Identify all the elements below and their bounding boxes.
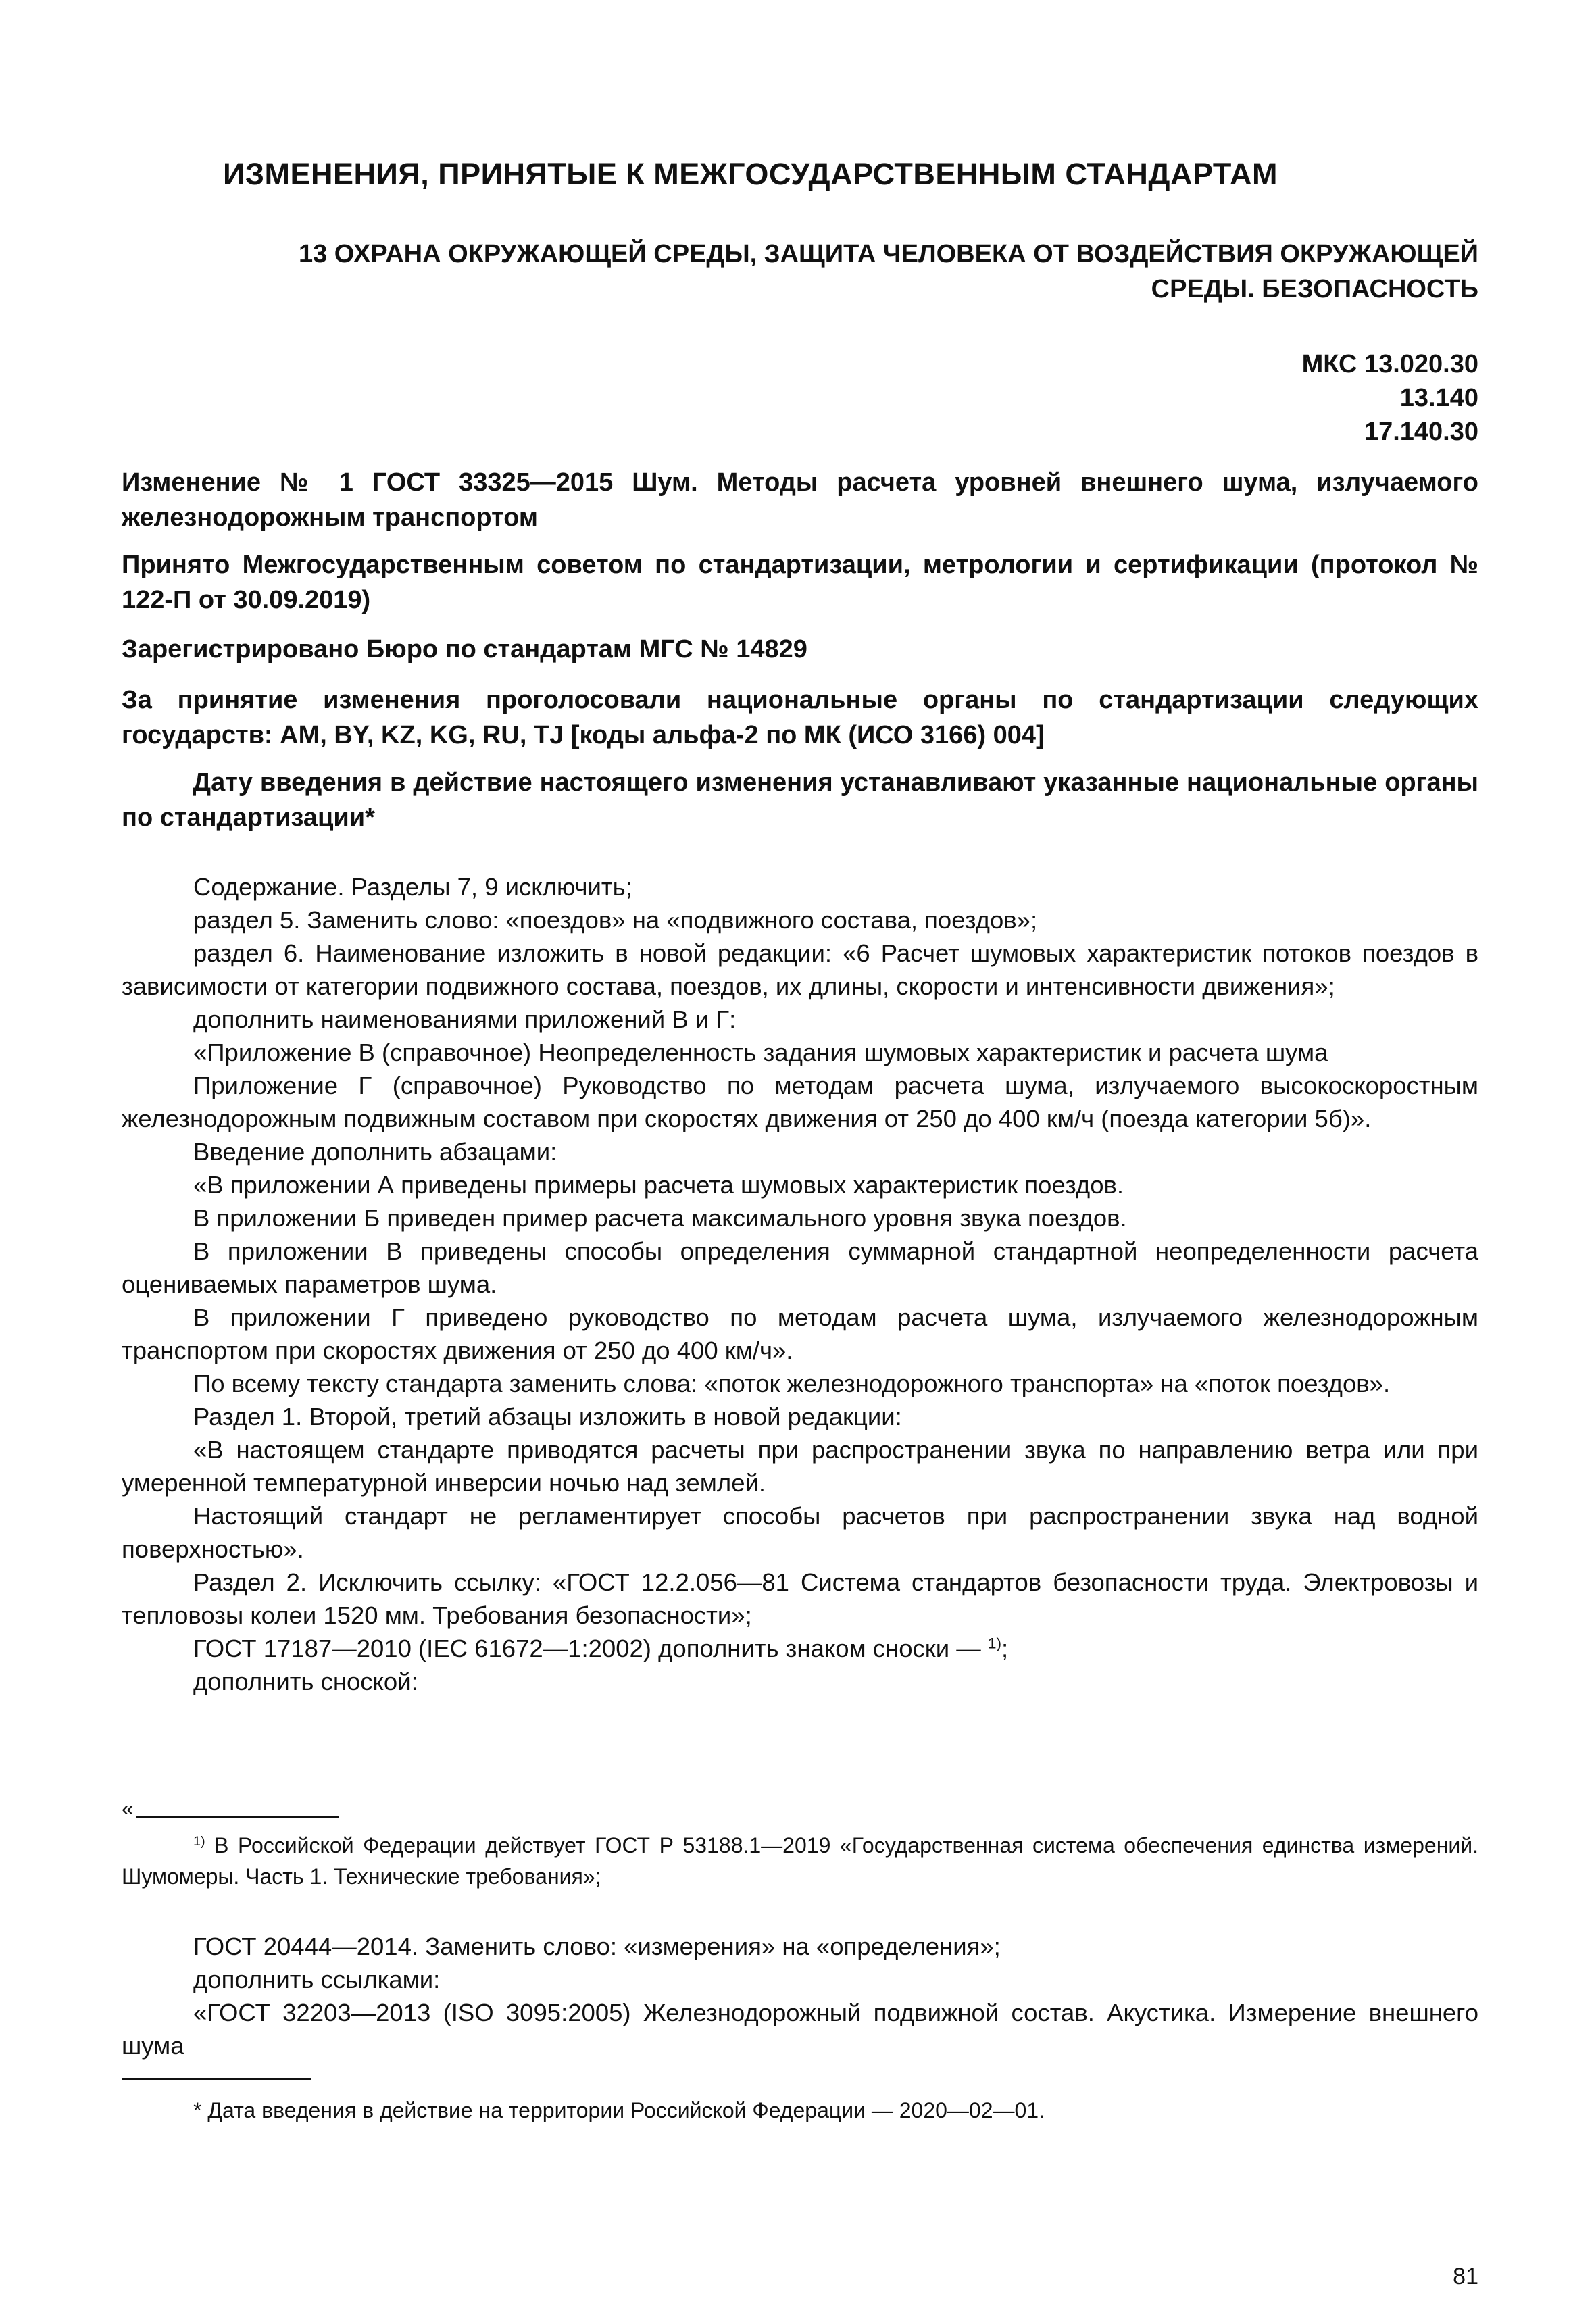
body-paragraph: Приложение Г (справочное) Руководство по методам расчета шума, излучаемого высокоскоростным железнодорожным подвижным составом при скоростях движения от 250 до 400 км/ч (поезда категории 5б)». xyxy=(122,1072,1478,1132)
inner-footnote-divider xyxy=(136,1816,339,1818)
gost-17187-paragraph xyxy=(122,1632,1478,1665)
page-footnote: * Дата введения в действие на территории Российской Федерации — 2020—02—01. xyxy=(193,2098,1045,2122)
inner-footnote-quote: « xyxy=(122,1796,134,1820)
add-footnote-paragraph: дополнить сноской: xyxy=(193,1668,418,1695)
body-paragraph: Раздел 2. Исключить ссылку: «ГОСТ 12.2.056—81 Система стандартов безопасности труда. Электровозы и тепловозы колеи 1520 мм. Требования безопасности»; xyxy=(122,1568,1478,1629)
body-paragraph: дополнить ссылками: xyxy=(193,1966,441,1993)
mks-code: 13.140 xyxy=(1399,384,1478,412)
body-paragraph: Введение дополнить абзацами: xyxy=(193,1138,557,1166)
body-paragraph: В приложении Г приведено руководство по методам расчета шума, излучаемого железнодорожным транспортом при скоростях движения от 250 до 400 км/ч». xyxy=(122,1303,1478,1364)
mks-code: 17.140.30 xyxy=(1364,418,1478,446)
body-paragraph: «В приложении А приведены примеры расчета шумовых характеристик поездов. xyxy=(193,1171,1124,1199)
gost-17187-tail: ; xyxy=(1001,1635,1009,1662)
section-heading-line-1: 13 ОХРАНА ОКРУЖАЮЩЕЙ СРЕДЫ, ЗАЩИТА ЧЕЛОВЕКА ОТ ВОЗДЕЙСТВИЯ ОКРУЖАЮЩЕЙ xyxy=(298,240,1478,268)
body-paragraph: В приложении В приведены способы определения суммарной стандартной неопределенности расчета оцениваемых параметров шума. xyxy=(122,1237,1478,1298)
document-page xyxy=(122,0,1487,2315)
introduction-date-note: Дату введения в действие настоящего изменения устанавливают указанные национальные органы по стандартизации* xyxy=(122,768,1478,832)
mks-codes xyxy=(1302,347,1478,449)
accepted-by: Принято Межгосударственным советом по стандартизации, метрологии и сертификации (протокол № 122-П от 30.09.2019) xyxy=(122,551,1478,614)
body-paragraph: дополнить наименованиями приложений В и Г: xyxy=(193,1005,737,1033)
change-body-continued xyxy=(122,1930,1478,2062)
inner-footnote-text: В Российской Федерации действует ГОСТ Р 53188.1—2019 «Государственная система обеспечения единства измерений. Шумомеры. Часть 1. Технические требования»; xyxy=(122,1833,1478,1889)
body-paragraph: ГОСТ 20444—2014. Заменить слово: «измерения» на «определения»; xyxy=(193,1933,1001,1960)
body-paragraph: В приложении Б приведен пример расчета максимального уровня звука поездов. xyxy=(193,1204,1127,1232)
registration: Зарегистрировано Бюро по стандартам МГС № 14829 xyxy=(122,635,807,664)
page-number: 81 xyxy=(1453,2264,1478,2289)
footnote-divider xyxy=(122,2078,311,2080)
body-paragraph: «ГОСТ 32203—2013 (ISO 3095:2005) Железнодорожный подвижной состав. Акустика. Измерение внешнего шума xyxy=(122,1999,1478,2060)
change-body xyxy=(122,870,1478,1698)
body-paragraph: «В настоящем стандарте приводятся расчеты при распространении звука по направлению ветра или при умеренной температурной инверсии ночью над землей. xyxy=(122,1436,1478,1497)
change-title: Изменение № 1 ГОСТ 33325—2015 Шум. Методы расчета уровней внешнего шума, излучаемого железнодорожным транспортом xyxy=(122,468,1478,532)
section-heading xyxy=(162,237,1478,307)
body-paragraph: Содержание. Разделы 7, 9 исключить; xyxy=(193,873,632,901)
voting-states: За принятие изменения проголосовали национальные органы по стандартизации следующих государств: AM, BY, KZ, KG, RU, TJ [коды альфа-2 по МК (ИСО 3166) 004] xyxy=(122,686,1478,749)
section-heading-line-2: СРЕДЫ. БЕЗОПАСНОСТЬ xyxy=(1151,275,1478,303)
gost-17187-text: ГОСТ 17187—2010 (IEC 61672—1:2002) дополнить знаком сноски — xyxy=(193,1635,988,1662)
body-paragraph: «Приложение В (справочное) Неопределенность задания шумовых характеристик и расчета шума xyxy=(193,1039,1328,1066)
inner-footnote-mark: 1) xyxy=(193,1834,205,1849)
body-paragraph: раздел 5. Заменить слово: «поездов» на «подвижного состава, поездов»; xyxy=(193,906,1038,934)
body-paragraph: раздел 6. Наименование изложить в новой редакции: «6 Расчет шумовых характеристик потоков поездов в зависимости от категории подвижного состава, поездов, их длины, скорости и интенсивности движения»; xyxy=(122,939,1478,1000)
body-paragraph: По всему тексту стандарта заменить слова: «поток железнодорожного транспорта» на «поток поездов». xyxy=(193,1370,1391,1397)
mks-code: МКС 13.020.30 xyxy=(1301,350,1478,378)
inner-footnote xyxy=(122,1830,1478,1892)
body-paragraph: Настоящий стандарт не регламентирует способы расчетов при распространении звука над водной поверхностью». xyxy=(122,1502,1478,1563)
body-paragraph: Раздел 1. Второй, третий абзацы изложить в новой редакции: xyxy=(193,1403,902,1430)
footnote-mark: 1) xyxy=(987,1635,1002,1652)
page-title: ИЗМЕНЕНИЯ, ПРИНЯТЫЕ К МЕЖГОСУДАРСТВЕННЫМ СТАНДАРТАМ xyxy=(223,157,1278,191)
